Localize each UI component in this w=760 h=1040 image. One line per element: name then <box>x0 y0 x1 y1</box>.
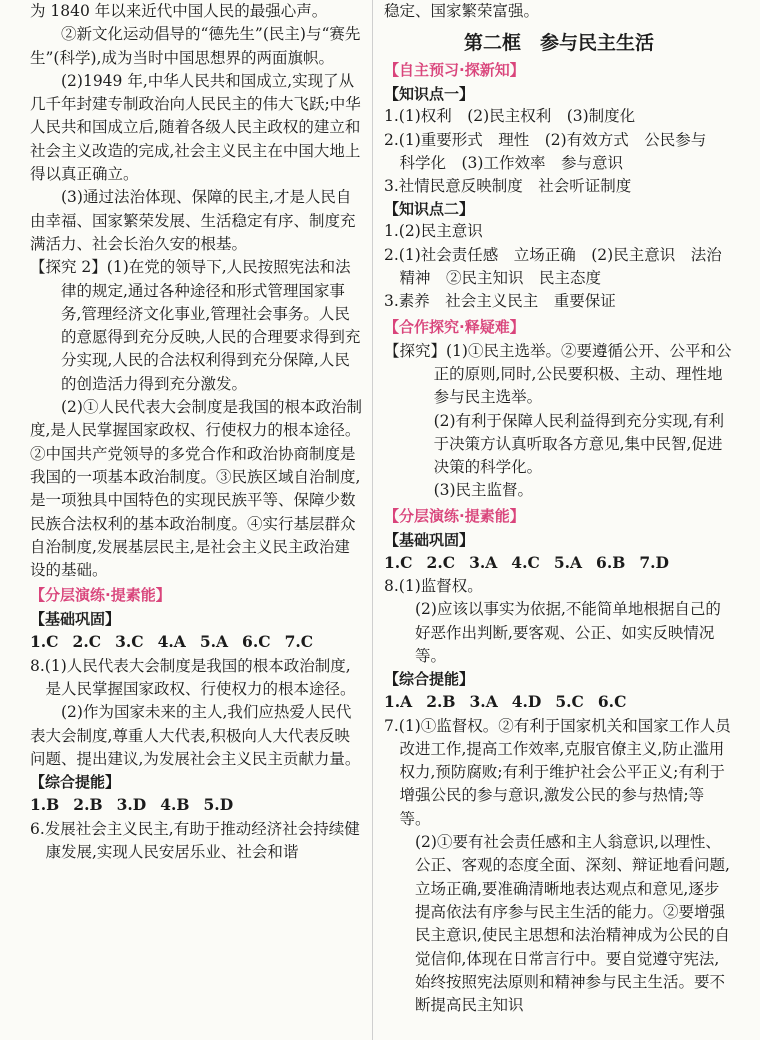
subsection-heading: 【知识点二】 <box>384 200 475 219</box>
answer-item: 4.C <box>511 552 540 572</box>
explore-paragraph: 【探究】(1)①民主选举。②要遵循公开、公平和公正的原则,同时,公民要积极、主动、理性地参与民主选举。 <box>384 341 732 407</box>
paragraph: 6.发展社会主义民主,有助于推动经济社会持续健康发展,实现人民安居乐业、社会和谐 <box>30 819 360 861</box>
answer-item: 3.C <box>115 632 144 652</box>
paragraph: (2)应该以事实为依据,不能简单地根据自己的好恶作出判断,要客观、公正、如实反映情况等。 <box>415 600 721 665</box>
paragraph: 8.(1)监督权。 <box>384 577 483 596</box>
paragraph: 稳定、国家繁荣富强。 <box>384 2 540 20</box>
answer-item: 3.A <box>469 692 498 712</box>
knowledge-item: 2.(1)重要形式 理性 (2)有效方式 公民参与 科学化 (3)工作效率 参与意识 <box>384 130 722 172</box>
knowledge-item: 3.社情民意反映制度 社会听证制度 <box>384 177 632 196</box>
answer-item: 5.D <box>203 795 234 815</box>
answer-item: 4.A <box>157 632 186 652</box>
answer-item: 6.B <box>596 552 626 572</box>
section-heading: 【分层演练·提素能】 <box>384 506 525 525</box>
answer-item: 5.C <box>555 692 584 712</box>
answer-list <box>30 793 365 817</box>
paragraph: (2)1949 年,中华人民共和国成立,实现了从几千年封建专制政治向人民民主的伟大飞跃;中华人民共和国成立后,随着各级人民主政权的建立和社会主义改造的完成,社会主义民主在中国大地上得以真正确立。 <box>30 71 361 184</box>
answer-item: 5.A <box>199 632 229 652</box>
answer-item: 1.A <box>384 692 413 712</box>
subsection-heading: 【基础巩固】 <box>30 610 121 629</box>
answer-item: 2.C <box>72 632 102 652</box>
answer-list <box>384 690 734 714</box>
answer-item: 7.C <box>284 632 314 652</box>
section-heading: 【合作探究·释疑难】 <box>384 317 525 336</box>
paragraph: (2)①要有社会责任感和主人翁意识,以理性、公正、客观的态度全面、深刻、辩证地看问题,立场正确,要准确清晰地表达观点和意见,逐步提高依法有序参与民主生活的能力。②要增强民主意识,使民主思想和法治精神成为公民的自觉信仰,体现在日常言行中。要自觉遵守宪法,始终按照宪法原则和精神参与民主生活。要不断提高民主知识 <box>415 833 730 1015</box>
right-column <box>384 0 734 1017</box>
answer-item: 1.C <box>30 632 59 652</box>
answer-item: 3.D <box>116 795 147 815</box>
left-column <box>30 0 365 864</box>
answer-item: 1.B <box>30 795 60 815</box>
answer-item: 2.B <box>73 795 103 815</box>
column-divider <box>372 0 373 1040</box>
paragraph: 8.(1)人民代表大会制度是我国的根本政治制度,是人民掌握国家政权、行使权力的根本途径。 <box>30 656 356 699</box>
paragraph: 为 1840 年以来近代中国人民的最强心声。 <box>30 2 328 20</box>
paragraph: (2)①人民代表大会制度是我国的根本政治制度,是人民掌握国家政权、行使权力的根本途径。②中国共产党领导的多党合作和政治协商制度是我国的一项基本政治制度。③民族区域自治制度,是一项独具中国特色的实现民族平等、保障少数民族合法权利的基本政治制度。④实行基层群众自治制度,发展基层民主,是社会主义民主政治建设的基础。 <box>30 398 362 580</box>
answer-item: 2.B <box>426 692 456 712</box>
paragraph: (2)有利于保障人民利益得到充分实现,有利于决策方认真听取各方意见,集中民智,促进决策的科学化。 <box>433 411 724 477</box>
section-heading: 【自主预习·探新知】 <box>384 61 525 80</box>
knowledge-item: 1.(2)民主意识 <box>384 222 483 241</box>
answer-item: 4.D <box>511 692 542 712</box>
page-title: 第二框 参与民主生活 <box>463 32 654 55</box>
section-heading: 【分层演练·提素能】 <box>30 586 171 605</box>
answer-list <box>384 551 734 575</box>
answer-list <box>30 630 365 654</box>
knowledge-item: 2.(1)社会责任感 立场正确 (2)民主意识 法治精神 ②民主知识 民主态度 <box>384 245 722 288</box>
paragraph: ②新文化运动倡导的“德先生”(民主)与“赛先生”(科学),成为当时中国思想界的两面旗帜。 <box>30 25 361 67</box>
answer-item: 1.C <box>384 552 413 572</box>
answer-item: 2.C <box>426 552 456 572</box>
answer-item: 7.D <box>639 552 669 572</box>
subsection-heading: 【知识点一】 <box>384 85 475 104</box>
answer-item: 6.C <box>597 692 627 712</box>
paragraph: (3)民主监督。 <box>433 481 534 500</box>
explore-2-paragraph: 【探究 2】(1)在党的领导下,人民按照宪法和法律的规定,通过各种途径和形式管理国家事务,管理经济文化事业,管理社会事务。人民的意愿得到充分反映,人民的合理要求得到充分实现,人民的合法权利得到充分保障,人民的创造活力得到充分激发。 <box>30 258 361 393</box>
subsection-heading: 【综合提能】 <box>384 670 475 689</box>
answer-item: 5.A <box>553 552 583 572</box>
paragraph: (2)作为国家未来的主人,我们应热爱人民代表大会制度,尊重人大代表,积极向人大代表反映问题、提出建议,为发展社会主义民主贡献力量。 <box>30 703 361 768</box>
answer-item: 6.C <box>242 632 271 652</box>
answer-item: 3.A <box>469 552 498 572</box>
paragraph: (3)通过法治体现、保障的民主,才是人民自由幸福、国家繁荣发展、生活稳定有序、制度充满活力、社会长治久安的根基。 <box>30 188 356 253</box>
subsection-heading: 【基础巩固】 <box>384 530 475 549</box>
knowledge-item: 3.素养 社会主义民主 重要保证 <box>384 292 616 311</box>
subsection-heading: 【综合提能】 <box>30 773 121 792</box>
answer-item: 4.B <box>160 795 190 815</box>
paragraph: 7.(1)①监督权。②有利于国家机关和国家工作人员改进工作,提高工作效率,克服官僚主义,防止滥用权力,预防腐败;有利于维护社会公平正义;有利于增强公民的参与意识,激发公民的参与热情;等等。 <box>384 716 731 828</box>
knowledge-item: 1.(1)权利 (2)民主权利 (3)制度化 <box>384 107 636 126</box>
